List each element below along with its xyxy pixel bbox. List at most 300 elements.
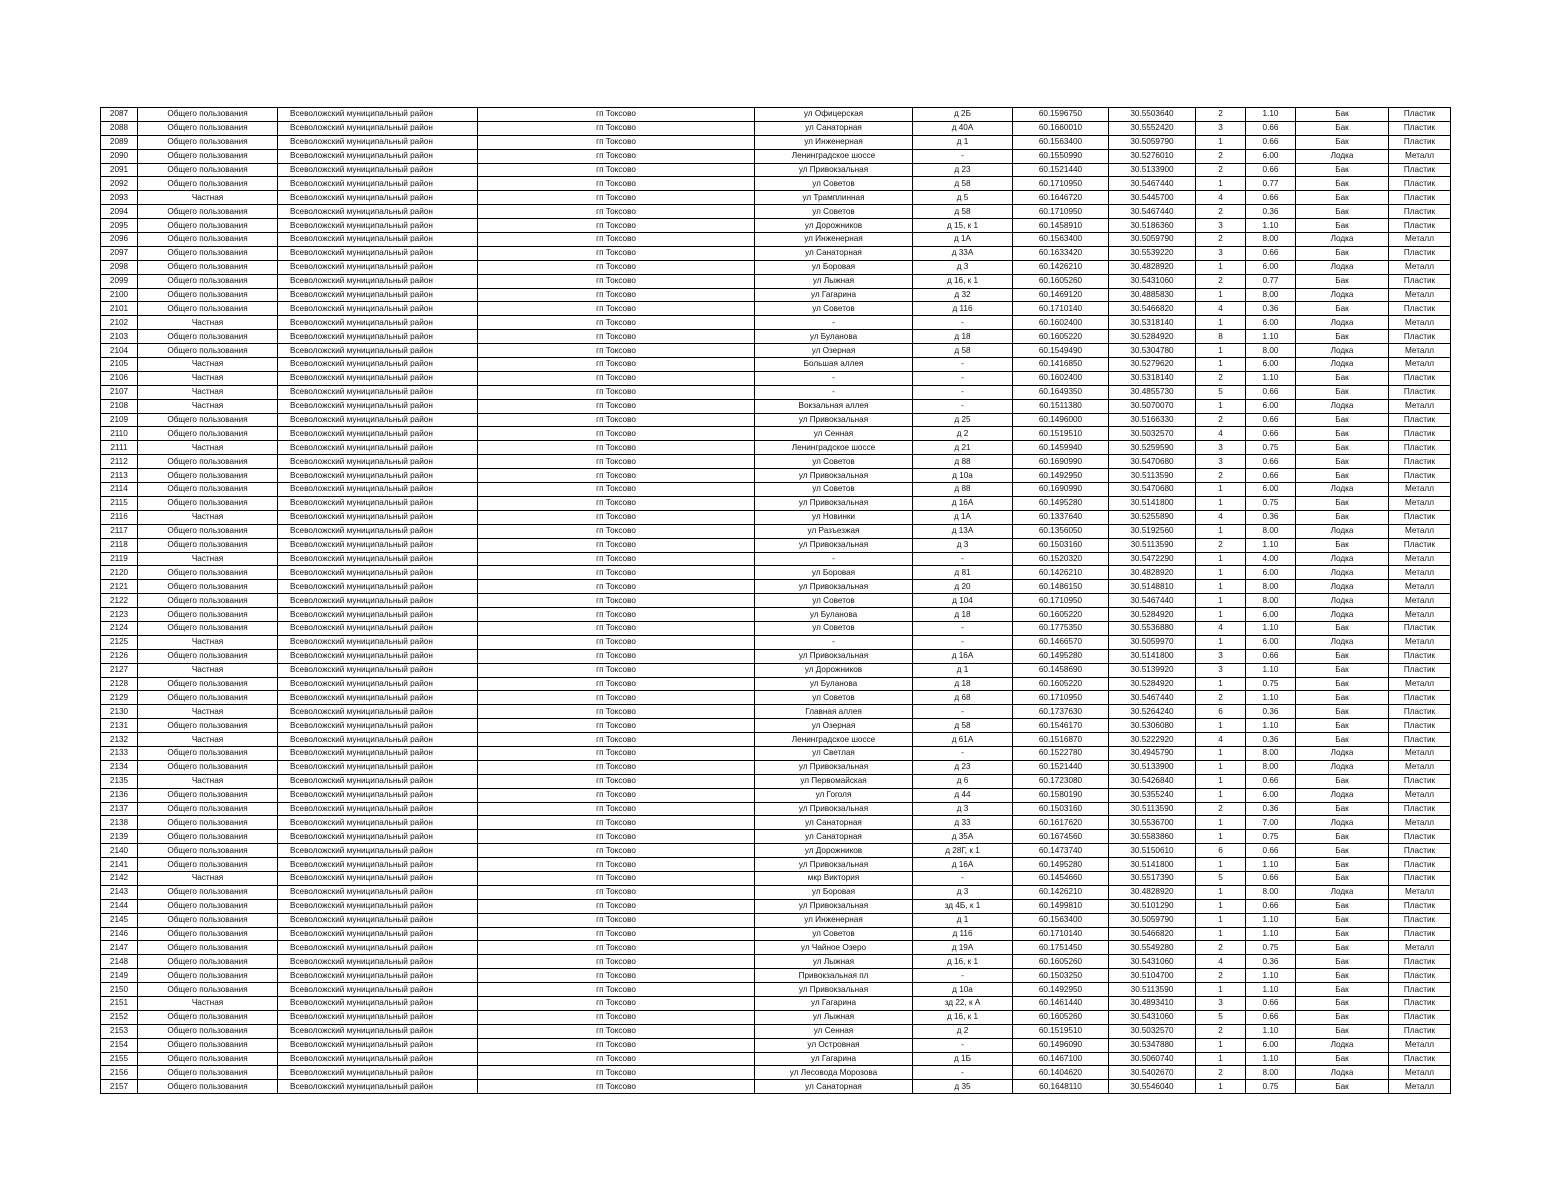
cell-settlement: гп Токсово bbox=[478, 510, 755, 524]
cell-longitude: 30.5148810 bbox=[1109, 580, 1196, 594]
cell-house: д 23 bbox=[913, 163, 1013, 177]
cell-row-number: 2117 bbox=[101, 524, 138, 538]
cell-district: Всеволожский муниципальный район bbox=[278, 177, 478, 191]
cell-ownership-type: Общего пользования bbox=[138, 274, 278, 288]
cell-longitude: 30.5467440 bbox=[1109, 205, 1196, 219]
table-row bbox=[101, 149, 1451, 163]
cell-longitude: 30.5259590 bbox=[1109, 441, 1196, 455]
cell-district: Всеволожский муниципальный район bbox=[278, 260, 478, 274]
cell-latitude: 60.1473740 bbox=[1013, 844, 1109, 858]
cell-house: д 2Б bbox=[913, 108, 1013, 122]
cell-row-number: 2131 bbox=[101, 719, 138, 733]
cell-longitude: 30.5222920 bbox=[1109, 733, 1196, 747]
table-row bbox=[101, 719, 1451, 733]
cell-container-count: 1 bbox=[1196, 760, 1246, 774]
cell-container-count: 1 bbox=[1196, 524, 1246, 538]
cell-container-count: 2 bbox=[1196, 371, 1246, 385]
cell-ownership-type: Общего пользования bbox=[138, 219, 278, 233]
cell-house: д 16, к 1 bbox=[913, 274, 1013, 288]
cell-row-number: 2126 bbox=[101, 649, 138, 663]
cell-street: ул Светлая bbox=[755, 746, 913, 760]
cell-longitude: 30.5355240 bbox=[1109, 788, 1196, 802]
cell-container-type: Бак bbox=[1296, 510, 1389, 524]
cell-street: ул Гагарина bbox=[755, 997, 913, 1011]
cell-settlement: гп Токсово bbox=[478, 149, 755, 163]
cell-latitude: 60.1723080 bbox=[1013, 774, 1109, 788]
cell-ownership-type: Общего пользования bbox=[138, 302, 278, 316]
cell-ownership-type: Частная bbox=[138, 316, 278, 330]
cell-latitude: 60.1646720 bbox=[1013, 191, 1109, 205]
table-row bbox=[101, 580, 1451, 594]
cell-container-volume: 0.66 bbox=[1246, 899, 1296, 913]
cell-district: Всеволожский муниципальный район bbox=[278, 385, 478, 399]
cell-longitude: 30.5276010 bbox=[1109, 149, 1196, 163]
cell-container-count: 1 bbox=[1196, 774, 1246, 788]
cell-settlement: гп Токсово bbox=[478, 274, 755, 288]
cell-street: ул Привокзальная bbox=[755, 858, 913, 872]
cell-district: Всеволожский муниципальный район bbox=[278, 483, 478, 497]
table-row bbox=[101, 496, 1451, 510]
cell-material: Пластик bbox=[1389, 899, 1451, 913]
cell-settlement: гп Токсово bbox=[478, 635, 755, 649]
cell-ownership-type: Общего пользования bbox=[138, 330, 278, 344]
cell-house: д 35 bbox=[913, 1080, 1013, 1094]
cell-container-type: Бак bbox=[1296, 899, 1389, 913]
cell-container-count: 2 bbox=[1196, 233, 1246, 247]
cell-row-number: 2132 bbox=[101, 733, 138, 747]
cell-latitude: 60.1495280 bbox=[1013, 858, 1109, 872]
table-row bbox=[101, 205, 1451, 219]
cell-longitude: 30.5467440 bbox=[1109, 594, 1196, 608]
cell-house: д 81 bbox=[913, 566, 1013, 580]
cell-settlement: гп Токсово bbox=[478, 899, 755, 913]
cell-latitude: 60.1710140 bbox=[1013, 927, 1109, 941]
cell-house: д 33 bbox=[913, 816, 1013, 830]
cell-longitude: 30.5141800 bbox=[1109, 649, 1196, 663]
cell-latitude: 60.1511380 bbox=[1013, 399, 1109, 413]
cell-material: Пластик bbox=[1389, 1010, 1451, 1024]
cell-container-volume: 1.10 bbox=[1246, 969, 1296, 983]
cell-district: Всеволожский муниципальный район bbox=[278, 594, 478, 608]
table-row bbox=[101, 649, 1451, 663]
table-row bbox=[101, 510, 1451, 524]
cell-street: ул Боровая bbox=[755, 885, 913, 899]
cell-container-count: 2 bbox=[1196, 1066, 1246, 1080]
cell-container-count: 1 bbox=[1196, 885, 1246, 899]
cell-container-volume: 6.00 bbox=[1246, 316, 1296, 330]
cell-settlement: гп Токсово bbox=[478, 955, 755, 969]
cell-container-volume: 7.00 bbox=[1246, 816, 1296, 830]
cell-container-count: 1 bbox=[1196, 719, 1246, 733]
cell-material: Пластик bbox=[1389, 691, 1451, 705]
cell-street: ул Советов bbox=[755, 483, 913, 497]
cell-ownership-type: Общего пользования bbox=[138, 955, 278, 969]
cell-house: д 19А bbox=[913, 941, 1013, 955]
cell-house: д 10а bbox=[913, 469, 1013, 483]
cell-container-type: Бак bbox=[1296, 1024, 1389, 1038]
cell-container-volume: 0.66 bbox=[1246, 1010, 1296, 1024]
cell-settlement: гп Токсово bbox=[478, 371, 755, 385]
cell-street: ул Советов bbox=[755, 177, 913, 191]
cell-container-count: 1 bbox=[1196, 608, 1246, 622]
cell-street: ул Советов bbox=[755, 594, 913, 608]
cell-container-count: 3 bbox=[1196, 455, 1246, 469]
cell-longitude: 30.4828920 bbox=[1109, 260, 1196, 274]
cell-container-volume: 0.75 bbox=[1246, 677, 1296, 691]
cell-container-type: Бак bbox=[1296, 719, 1389, 733]
cell-container-volume: 0.66 bbox=[1246, 774, 1296, 788]
cell-latitude: 60.1496000 bbox=[1013, 413, 1109, 427]
cell-latitude: 60.1596750 bbox=[1013, 108, 1109, 122]
cell-district: Всеволожский муниципальный район bbox=[278, 135, 478, 149]
cell-longitude: 30.5113590 bbox=[1109, 802, 1196, 816]
cell-district: Всеволожский муниципальный район bbox=[278, 677, 478, 691]
cell-container-volume: 8.00 bbox=[1246, 524, 1296, 538]
cell-district: Всеволожский муниципальный район bbox=[278, 997, 478, 1011]
cell-container-volume: 0.66 bbox=[1246, 649, 1296, 663]
cell-settlement: гп Токсово bbox=[478, 760, 755, 774]
cell-container-count: 1 bbox=[1196, 552, 1246, 566]
cell-ownership-type: Общего пользования bbox=[138, 149, 278, 163]
cell-latitude: 60.1499810 bbox=[1013, 899, 1109, 913]
cell-container-volume: 1.10 bbox=[1246, 691, 1296, 705]
cell-ownership-type: Общего пользования bbox=[138, 899, 278, 913]
cell-material: Металл bbox=[1389, 524, 1451, 538]
cell-ownership-type: Общего пользования bbox=[138, 913, 278, 927]
cell-latitude: 60.1605220 bbox=[1013, 677, 1109, 691]
cell-ownership-type: Общего пользования bbox=[138, 538, 278, 552]
cell-district: Всеволожский муниципальный район bbox=[278, 524, 478, 538]
cell-ownership-type: Частная bbox=[138, 733, 278, 747]
cell-settlement: гп Токсово bbox=[478, 191, 755, 205]
cell-ownership-type: Частная bbox=[138, 705, 278, 719]
cell-latitude: 60.1516870 bbox=[1013, 733, 1109, 747]
cell-longitude: 30.5113590 bbox=[1109, 469, 1196, 483]
table-row bbox=[101, 371, 1451, 385]
cell-longitude: 30.5141800 bbox=[1109, 858, 1196, 872]
cell-container-type: Бак bbox=[1296, 913, 1389, 927]
cell-settlement: гп Токсово bbox=[478, 344, 755, 358]
cell-material: Металл bbox=[1389, 358, 1451, 372]
cell-street: Вокзальная аллея bbox=[755, 399, 913, 413]
cell-ownership-type: Частная bbox=[138, 399, 278, 413]
table-row bbox=[101, 774, 1451, 788]
cell-container-count: 1 bbox=[1196, 983, 1246, 997]
cell-street: ул Островная bbox=[755, 1038, 913, 1052]
table-row bbox=[101, 594, 1451, 608]
cell-container-type: Лодка bbox=[1296, 260, 1389, 274]
cell-settlement: гп Токсово bbox=[478, 871, 755, 885]
cell-settlement: гп Токсово bbox=[478, 219, 755, 233]
cell-latitude: 60.1563400 bbox=[1013, 913, 1109, 927]
cell-ownership-type: Частная bbox=[138, 510, 278, 524]
cell-settlement: гп Токсово bbox=[478, 524, 755, 538]
cell-settlement: гп Токсово bbox=[478, 1080, 755, 1094]
cell-latitude: 60.1492950 bbox=[1013, 469, 1109, 483]
cell-longitude: 30.5059970 bbox=[1109, 635, 1196, 649]
cell-latitude: 60.1503160 bbox=[1013, 802, 1109, 816]
cell-street: ул Привокзальная bbox=[755, 163, 913, 177]
cell-container-volume: 1.10 bbox=[1246, 371, 1296, 385]
cell-row-number: 2123 bbox=[101, 608, 138, 622]
cell-container-volume: 0.66 bbox=[1246, 191, 1296, 205]
cell-settlement: гп Токсово bbox=[478, 913, 755, 927]
cell-ownership-type: Частная bbox=[138, 552, 278, 566]
cell-row-number: 2134 bbox=[101, 760, 138, 774]
cell-material: Металл bbox=[1389, 594, 1451, 608]
cell-longitude: 30.5032570 bbox=[1109, 1024, 1196, 1038]
cell-container-count: 5 bbox=[1196, 1010, 1246, 1024]
cell-longitude: 30.5059790 bbox=[1109, 913, 1196, 927]
cell-longitude: 30.4828920 bbox=[1109, 566, 1196, 580]
cell-ownership-type: Общего пользования bbox=[138, 413, 278, 427]
cell-container-volume: 0.36 bbox=[1246, 955, 1296, 969]
cell-container-count: 3 bbox=[1196, 441, 1246, 455]
cell-material: Металл bbox=[1389, 566, 1451, 580]
cell-material: Металл bbox=[1389, 288, 1451, 302]
cell-street: ул Лыжная bbox=[755, 274, 913, 288]
cell-latitude: 60.1454660 bbox=[1013, 871, 1109, 885]
cell-container-count: 2 bbox=[1196, 941, 1246, 955]
cell-settlement: гп Токсово bbox=[478, 969, 755, 983]
cell-container-count: 4 bbox=[1196, 955, 1246, 969]
cell-street: - bbox=[755, 552, 913, 566]
cell-material: Металл bbox=[1389, 1066, 1451, 1080]
cell-row-number: 2125 bbox=[101, 635, 138, 649]
cell-latitude: 60.1426210 bbox=[1013, 260, 1109, 274]
cell-row-number: 2113 bbox=[101, 469, 138, 483]
cell-latitude: 60.1602400 bbox=[1013, 371, 1109, 385]
cell-longitude: 30.5467440 bbox=[1109, 177, 1196, 191]
cell-ownership-type: Общего пользования bbox=[138, 455, 278, 469]
cell-street: ул Первомайская bbox=[755, 774, 913, 788]
cell-district: Всеволожский муниципальный район bbox=[278, 496, 478, 510]
cell-longitude: 30.5070070 bbox=[1109, 399, 1196, 413]
cell-street: ул Привокзальная bbox=[755, 538, 913, 552]
cell-container-volume: 0.66 bbox=[1246, 385, 1296, 399]
cell-container-type: Бак bbox=[1296, 677, 1389, 691]
cell-container-type: Бак bbox=[1296, 441, 1389, 455]
cell-district: Всеволожский муниципальный район bbox=[278, 955, 478, 969]
cell-container-volume: 0.66 bbox=[1246, 135, 1296, 149]
cell-longitude: 30.5467440 bbox=[1109, 691, 1196, 705]
cell-ownership-type: Общего пользования bbox=[138, 594, 278, 608]
cell-latitude: 60.1461440 bbox=[1013, 997, 1109, 1011]
cell-latitude: 60.1458690 bbox=[1013, 663, 1109, 677]
cell-longitude: 30.5431060 bbox=[1109, 274, 1196, 288]
cell-material: Пластик bbox=[1389, 858, 1451, 872]
cell-longitude: 30.5166330 bbox=[1109, 413, 1196, 427]
cell-longitude: 30.5150610 bbox=[1109, 844, 1196, 858]
cell-longitude: 30.5445700 bbox=[1109, 191, 1196, 205]
cell-street: ул Привокзальная bbox=[755, 899, 913, 913]
cell-container-type: Бак bbox=[1296, 219, 1389, 233]
cell-district: Всеволожский муниципальный район bbox=[278, 913, 478, 927]
cell-district: Всеволожский муниципальный район bbox=[278, 983, 478, 997]
cell-longitude: 30.5133900 bbox=[1109, 760, 1196, 774]
table-row bbox=[101, 427, 1451, 441]
cell-district: Всеволожский муниципальный район bbox=[278, 538, 478, 552]
cell-row-number: 2119 bbox=[101, 552, 138, 566]
cell-street: ул Инженерная bbox=[755, 233, 913, 247]
cell-settlement: гп Токсово bbox=[478, 608, 755, 622]
table-row bbox=[101, 871, 1451, 885]
cell-container-type: Бак bbox=[1296, 205, 1389, 219]
cell-container-type: Бак bbox=[1296, 191, 1389, 205]
cell-container-volume: 8.00 bbox=[1246, 580, 1296, 594]
cell-longitude: 30.5284920 bbox=[1109, 330, 1196, 344]
cell-district: Всеволожский муниципальный район bbox=[278, 566, 478, 580]
cell-container-count: 5 bbox=[1196, 385, 1246, 399]
cell-district: Всеволожский муниципальный район bbox=[278, 510, 478, 524]
cell-container-type: Бак bbox=[1296, 371, 1389, 385]
cell-district: Всеволожский муниципальный район bbox=[278, 288, 478, 302]
cell-settlement: гп Токсово bbox=[478, 621, 755, 635]
table-row bbox=[101, 219, 1451, 233]
cell-settlement: гп Токсово bbox=[478, 1024, 755, 1038]
cell-material: Пластик bbox=[1389, 969, 1451, 983]
cell-material: Металл bbox=[1389, 483, 1451, 497]
cell-district: Всеволожский муниципальный район bbox=[278, 330, 478, 344]
cell-district: Всеволожский муниципальный район bbox=[278, 441, 478, 455]
cell-container-type: Бак bbox=[1296, 997, 1389, 1011]
cell-settlement: гп Токсово bbox=[478, 316, 755, 330]
cell-container-count: 1 bbox=[1196, 1080, 1246, 1094]
cell-row-number: 2137 bbox=[101, 802, 138, 816]
cell-container-type: Бак bbox=[1296, 955, 1389, 969]
cell-house: д 1 bbox=[913, 135, 1013, 149]
cell-ownership-type: Общего пользования bbox=[138, 1052, 278, 1066]
cell-material: Металл bbox=[1389, 399, 1451, 413]
cell-settlement: гп Токсово bbox=[478, 121, 755, 135]
cell-district: Всеволожский муниципальный район bbox=[278, 691, 478, 705]
cell-material: Металл bbox=[1389, 635, 1451, 649]
cell-row-number: 2116 bbox=[101, 510, 138, 524]
cell-house: д 68 bbox=[913, 691, 1013, 705]
cell-container-volume: 0.66 bbox=[1246, 163, 1296, 177]
cell-container-volume: 0.36 bbox=[1246, 705, 1296, 719]
cell-latitude: 60.1549490 bbox=[1013, 344, 1109, 358]
cell-container-count: 3 bbox=[1196, 246, 1246, 260]
table-row bbox=[101, 691, 1451, 705]
cell-house: д 6 bbox=[913, 774, 1013, 788]
cell-row-number: 2111 bbox=[101, 441, 138, 455]
cell-street: ул Гагарина bbox=[755, 1052, 913, 1066]
cell-container-count: 2 bbox=[1196, 205, 1246, 219]
cell-district: Всеволожский муниципальный район bbox=[278, 816, 478, 830]
cell-street: ул Привокзальная bbox=[755, 413, 913, 427]
cell-street: ул Буланова bbox=[755, 330, 913, 344]
cell-street: ул Санаторная bbox=[755, 246, 913, 260]
cell-ownership-type: Общего пользования bbox=[138, 1066, 278, 1080]
cell-house: - bbox=[913, 871, 1013, 885]
cell-ownership-type: Общего пользования bbox=[138, 121, 278, 135]
cell-house: д 1Б bbox=[913, 1052, 1013, 1066]
cell-latitude: 60.1617620 bbox=[1013, 816, 1109, 830]
cell-container-volume: 0.75 bbox=[1246, 441, 1296, 455]
cell-settlement: гп Токсово bbox=[478, 663, 755, 677]
cell-container-count: 4 bbox=[1196, 621, 1246, 635]
cell-container-volume: 1.10 bbox=[1246, 913, 1296, 927]
table-row bbox=[101, 399, 1451, 413]
cell-container-type: Бак bbox=[1296, 830, 1389, 844]
cell-house: зд 4Б, к 1 bbox=[913, 899, 1013, 913]
cell-settlement: гп Токсово bbox=[478, 649, 755, 663]
cell-container-type: Бак bbox=[1296, 469, 1389, 483]
cell-street: ул Привокзальная bbox=[755, 802, 913, 816]
cell-row-number: 2142 bbox=[101, 871, 138, 885]
cell-container-type: Бак bbox=[1296, 871, 1389, 885]
cell-latitude: 60.1521440 bbox=[1013, 760, 1109, 774]
cell-container-type: Бак bbox=[1296, 108, 1389, 122]
table-row bbox=[101, 746, 1451, 760]
cell-street: ул Привокзальная bbox=[755, 649, 913, 663]
cell-settlement: гп Токсово bbox=[478, 469, 755, 483]
cell-material: Металл bbox=[1389, 941, 1451, 955]
cell-settlement: гп Токсово bbox=[478, 580, 755, 594]
cell-row-number: 2106 bbox=[101, 371, 138, 385]
cell-container-type: Лодка bbox=[1296, 594, 1389, 608]
cell-ownership-type: Частная bbox=[138, 371, 278, 385]
cell-container-type: Бак bbox=[1296, 983, 1389, 997]
cell-container-count: 1 bbox=[1196, 899, 1246, 913]
cell-container-count: 2 bbox=[1196, 538, 1246, 552]
cell-ownership-type: Общего пользования bbox=[138, 760, 278, 774]
cell-longitude: 30.4893410 bbox=[1109, 997, 1196, 1011]
cell-ownership-type: Общего пользования bbox=[138, 927, 278, 941]
cell-row-number: 2095 bbox=[101, 219, 138, 233]
cell-latitude: 60.1751450 bbox=[1013, 941, 1109, 955]
cell-container-volume: 8.00 bbox=[1246, 746, 1296, 760]
cell-street: ул Санаторная bbox=[755, 830, 913, 844]
cell-container-volume: 1.10 bbox=[1246, 663, 1296, 677]
cell-container-type: Бак bbox=[1296, 163, 1389, 177]
cell-row-number: 2149 bbox=[101, 969, 138, 983]
cell-district: Всеволожский муниципальный район bbox=[278, 163, 478, 177]
cell-house: д 16А bbox=[913, 649, 1013, 663]
cell-ownership-type: Общего пользования bbox=[138, 649, 278, 663]
cell-material: Металл bbox=[1389, 788, 1451, 802]
cell-street: - bbox=[755, 371, 913, 385]
cell-material: Пластик bbox=[1389, 205, 1451, 219]
table-row bbox=[101, 1080, 1451, 1094]
table-row bbox=[101, 1052, 1451, 1066]
cell-row-number: 2130 bbox=[101, 705, 138, 719]
cell-ownership-type: Частная bbox=[138, 358, 278, 372]
cell-material: Пластик bbox=[1389, 219, 1451, 233]
cell-container-volume: 8.00 bbox=[1246, 233, 1296, 247]
cell-district: Всеволожский муниципальный район bbox=[278, 705, 478, 719]
cell-district: Всеволожский муниципальный район bbox=[278, 455, 478, 469]
cell-house: - bbox=[913, 1066, 1013, 1080]
cell-house: д 40А bbox=[913, 121, 1013, 135]
cell-house: д 16А bbox=[913, 858, 1013, 872]
table-row bbox=[101, 788, 1451, 802]
cell-longitude: 30.5060740 bbox=[1109, 1052, 1196, 1066]
cell-container-volume: 0.66 bbox=[1246, 469, 1296, 483]
cell-settlement: гп Токсово bbox=[478, 802, 755, 816]
cell-district: Всеволожский муниципальный район bbox=[278, 927, 478, 941]
cell-ownership-type: Общего пользования bbox=[138, 941, 278, 955]
cell-latitude: 60.1602400 bbox=[1013, 316, 1109, 330]
cell-longitude: 30.5318140 bbox=[1109, 316, 1196, 330]
cell-row-number: 2151 bbox=[101, 997, 138, 1011]
cell-row-number: 2128 bbox=[101, 677, 138, 691]
cell-container-volume: 0.66 bbox=[1246, 455, 1296, 469]
cell-container-volume: 1.10 bbox=[1246, 927, 1296, 941]
table-row bbox=[101, 135, 1451, 149]
cell-longitude: 30.5470680 bbox=[1109, 455, 1196, 469]
